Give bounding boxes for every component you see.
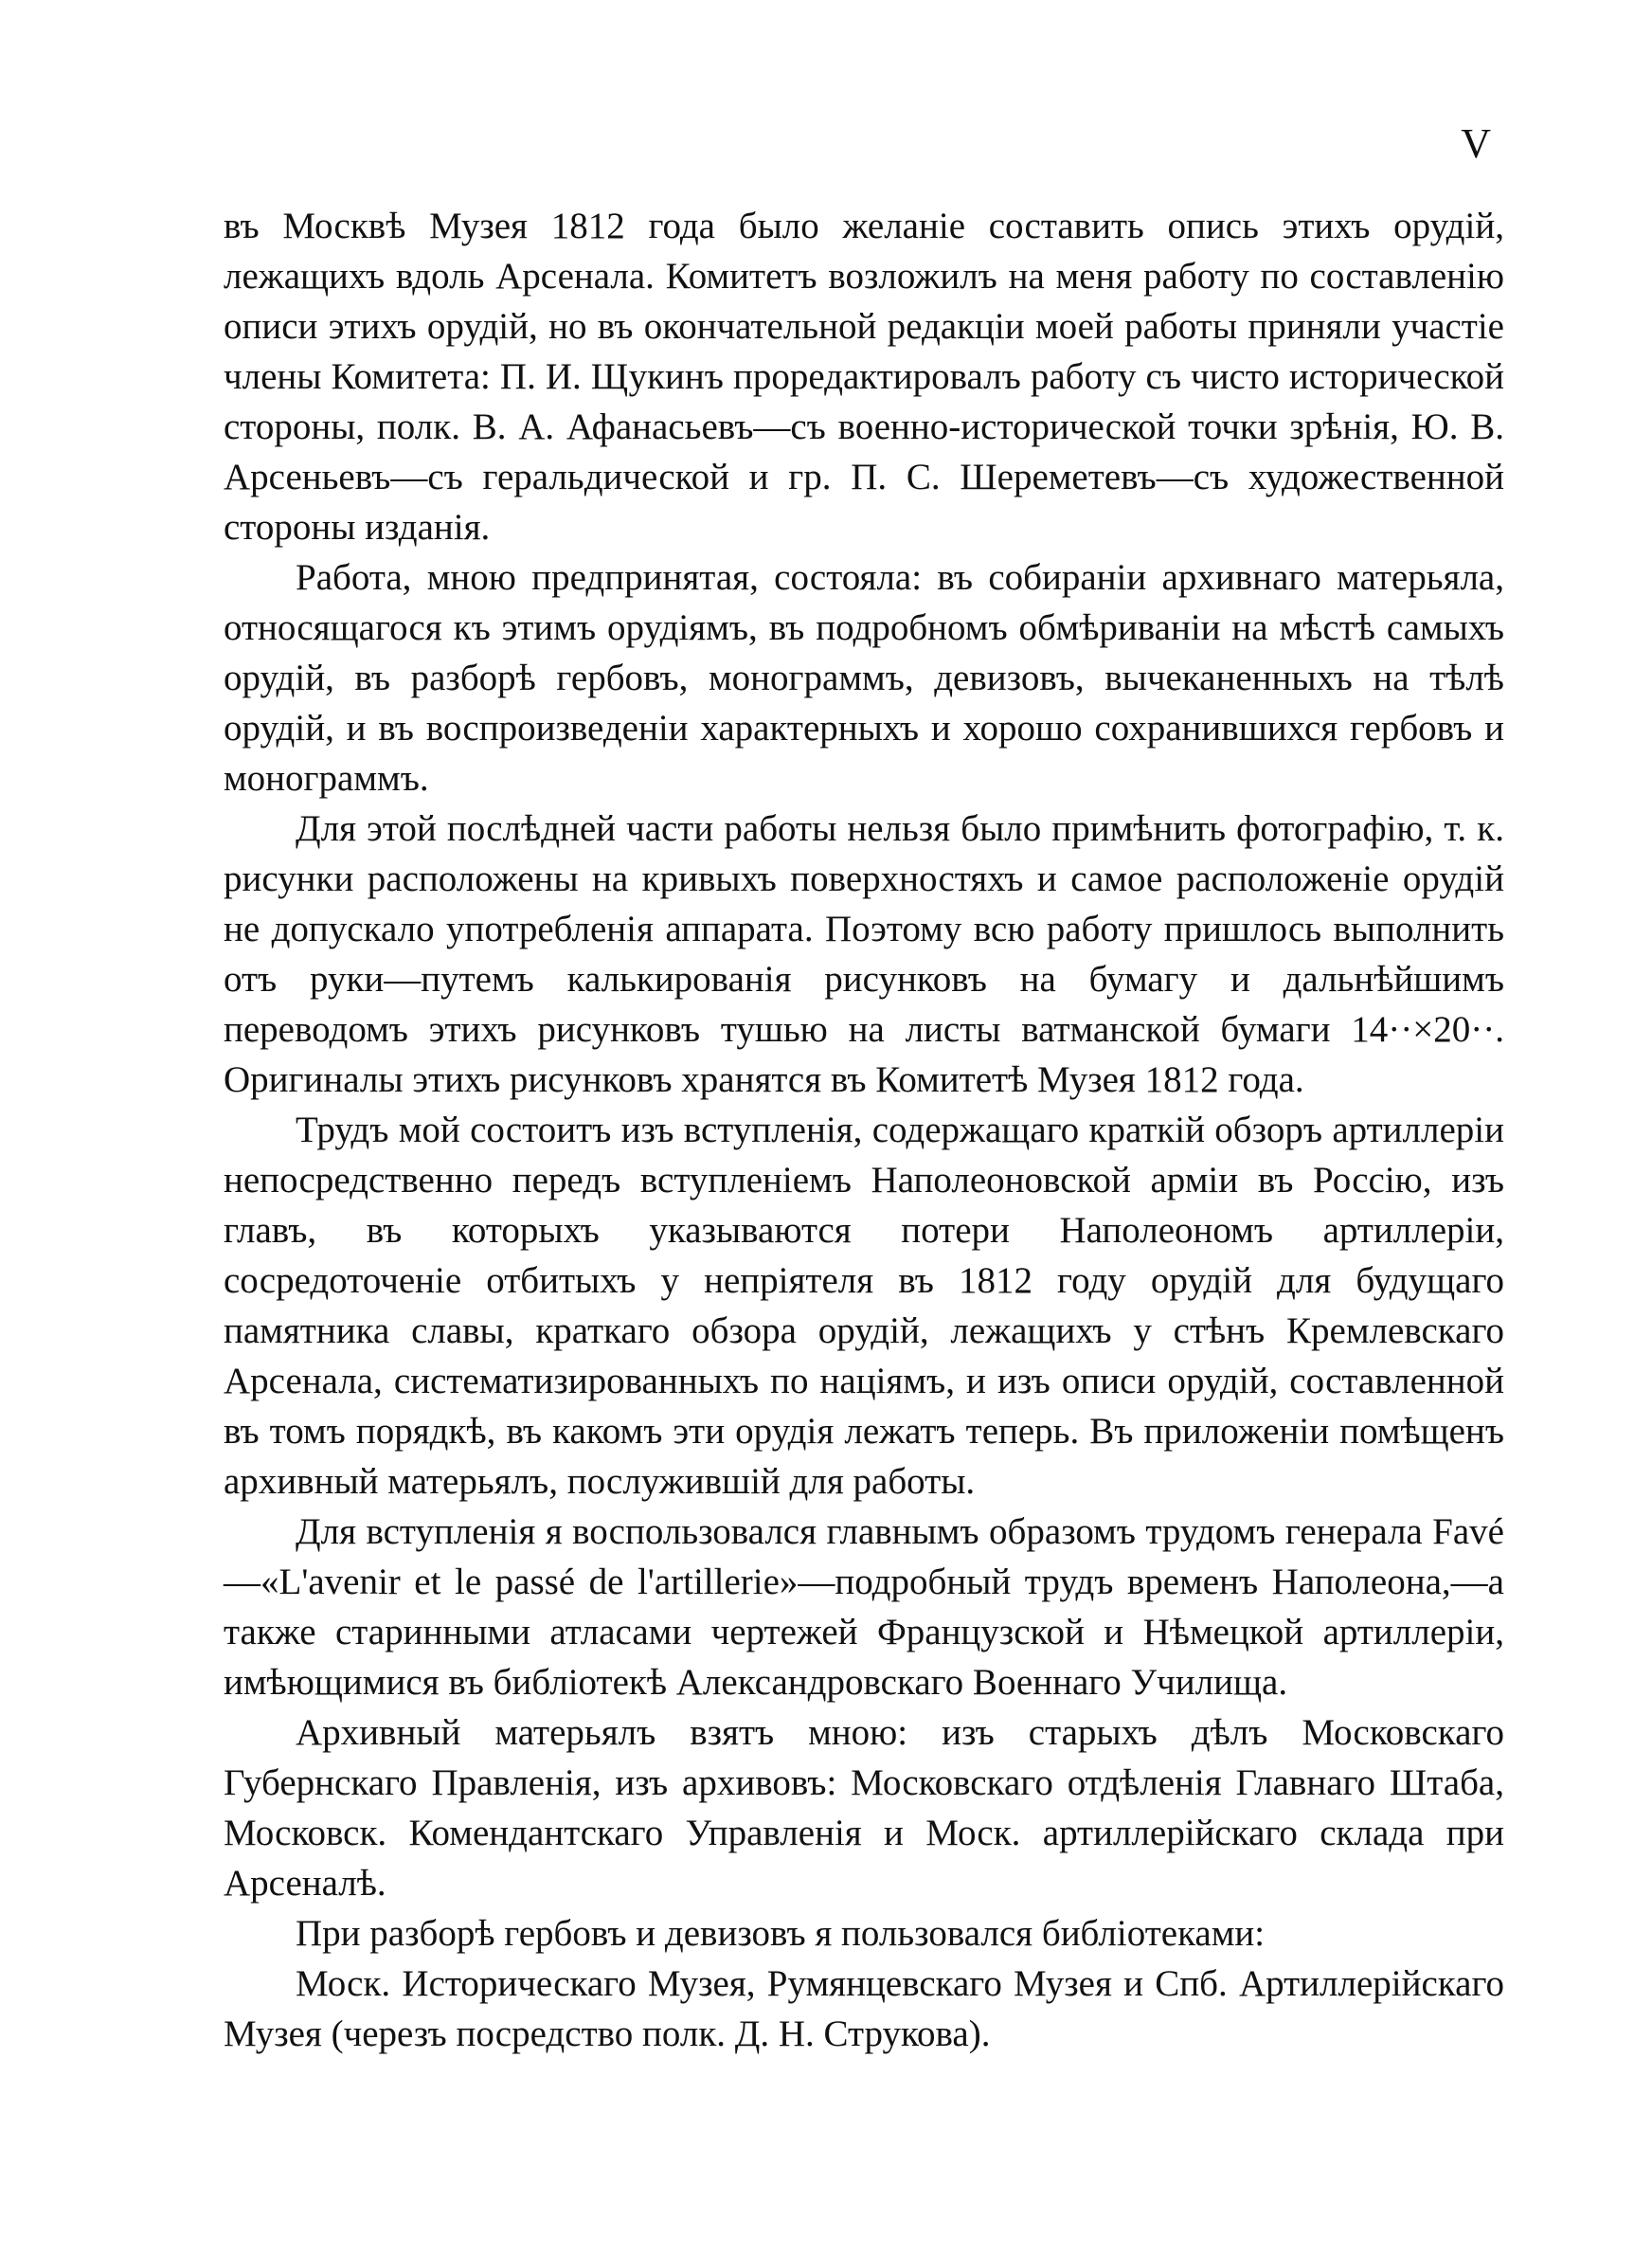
paragraph-work-description: Работа, мною предпринятая, состояла: въ собиранiи архивнаго матерьяла, относящагося къ этимъ орудiямъ, въ подробномъ обмѣриванiи на мѣстѣ самыхъ орудiй, въ разборѣ гербовъ, монограммъ, девизовъ, вычеканенныхъ на тѣлѣ орудiй, и въ воспроизведенiи характерныхъ и хорошо сохранившихся гербовъ и монограммъ. (224, 557, 1504, 799)
page-number: V (1461, 120, 1491, 167)
document-body (224, 201, 1504, 2059)
paragraph-work-structure: Трудъ мой состоитъ изъ вступленiя, содержащаго краткiй обзоръ артиллерiи непосредственно передъ вступленiемъ Наполеоновской армiи въ Россiю, изъ главъ, въ которыхъ указываются потери Наполеономъ артиллерiи, сосредоточенie отбитыхъ у непрiятеля въ 1812 году орудiй для будущаго памятника славы, краткаго обзора орудiй, лежащихъ у стѣнъ Кремлевскаго Арсенала, систематизированныхъ по нацiямъ, и изъ описи орудiй, составленной въ томъ порядкѣ, въ какомъ эти орудiя лежатъ теперь. Въ приложенiи помѣщенъ архивный матерьялъ, послужившiй для работы. (224, 1110, 1504, 1502)
paragraph-introduction-sources: Для вступленiя я воспользовался главнымъ образомъ трудомъ генерала Favé—«L'avenir et le passé de l'artillerie»—подробный трудъ временъ Наполеона,—а также старинными атласами чертежей Французской и Нѣмецкой артиллерiи, имѣющимися въ библiотекѣ Александровскаго Военнаго Училища. (224, 1511, 1504, 1703)
paragraph-libraries-list: Моск. Историческаго Музея, Румянцевскаго Музея и Спб. Артиллерiйскаго Музея (черезъ посредство полк. Д. Н. Струкова). (224, 1963, 1504, 2054)
paragraph-archive-sources: Архивный матерьялъ взятъ мною: изъ старыхъ дѣлъ Московскаго Губернскаго Правленiя, изъ архивовъ: Московскаго отдѣленiя Главнаго Штаба, Московск. Комендантскаго Управленiя и Моск. артиллерiйскаго склада при Арсеналѣ. (224, 1712, 1504, 1904)
paragraph-drawing-method: Для этой послѣдней части работы нельзя было примѣнить фотографiю, т. к. рисунки расположены на кривыхъ поверхностяхъ и самое расположенie орудiй не допускало употребленiя аппарата. Поэтому всю работу пришлось выполнить отъ руки—путемъ калькированiя рисунковъ на бумагу и дальнѣйшимъ переводомъ этихъ рисунковъ тушью на листы ватманской бумаги 14··×20··. Оригиналы этихъ рисунковъ хранятся въ Комитетѣ Музея 1812 года. (224, 808, 1504, 1100)
paragraph-libraries-intro: При разборѣ гербовъ и девизовъ я пользовался библiотеками: (296, 1913, 1266, 1954)
paragraph-continuation: въ Москвѣ Музея 1812 года было желанie составить опись этихъ орудiй, лежащихъ вдоль Арсенала. Комитетъ возложилъ на меня работу по составленiю описи этихъ орудiй, но въ окончательной редакцiи моей работы приняли участie члены Комитета: П. И. Щукинъ проредактировалъ работу съ чисто исторической стороны, полк. В. А. Афанасьевъ—съ военно-исторической точки зрѣнiя, Ю. В. Арсеньевъ—съ геральдической и гр. П. С. Шереметевъ—съ художественной стороны изданiя. (224, 206, 1504, 548)
